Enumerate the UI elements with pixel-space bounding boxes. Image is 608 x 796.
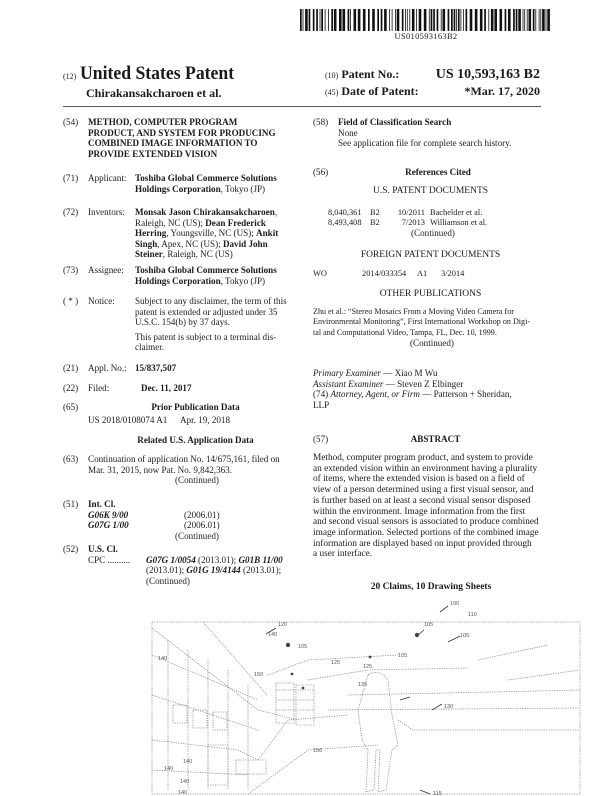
code-65: (65) xyxy=(63,402,79,412)
notice-text xyxy=(135,296,305,353)
separator: , xyxy=(274,207,278,217)
abstract-line: information are displayed based on input provided through xyxy=(313,538,532,549)
barcode-bar xyxy=(392,9,393,31)
prior-publication-row xyxy=(88,415,303,426)
abstract-line: a user interface. xyxy=(313,549,373,560)
barcode-bar xyxy=(533,9,535,31)
code-56: (56) xyxy=(313,167,329,177)
shelf-box xyxy=(236,760,266,774)
ceiling-line xyxy=(308,668,468,680)
inventors-label: Inventors: xyxy=(88,207,125,217)
barcode-bar xyxy=(429,9,430,31)
inventor-name: David John xyxy=(222,238,268,249)
classification-search-value: None xyxy=(338,127,358,138)
assignee-label: Assignee: xyxy=(88,265,124,275)
barcode-bar xyxy=(363,9,366,31)
barcode-bar xyxy=(458,9,460,31)
barcode-bar xyxy=(354,9,357,31)
cpc-code: G01G 19/4144 xyxy=(186,565,241,576)
barcode-bar xyxy=(508,9,511,31)
patent-date: *Mar. 17, 2020 xyxy=(464,84,540,98)
ref-number: 8,040,361 xyxy=(328,208,362,217)
barcode-bar xyxy=(448,9,450,31)
reference-numeral: 130 xyxy=(444,704,454,710)
shelf-box xyxy=(208,745,228,785)
barcode-bar xyxy=(518,9,521,31)
foreign-reference-row xyxy=(313,269,553,279)
barcode-bar xyxy=(402,9,404,31)
barcode-bar xyxy=(463,9,464,31)
other-publications-heading: OTHER PUBLICATIONS xyxy=(379,289,482,299)
barcode-bar xyxy=(443,9,446,31)
person-outline xyxy=(358,672,398,792)
barcode-bar xyxy=(384,9,387,31)
barcode-bar xyxy=(358,9,361,31)
attorney-name-2: LLP xyxy=(313,399,330,410)
code-72: (72) xyxy=(63,207,79,217)
cpc-version: (2013.01); xyxy=(240,565,282,576)
ref-country: WO xyxy=(313,269,327,278)
barcode-bar xyxy=(516,9,518,31)
reference-numeral: 135 xyxy=(358,682,368,688)
barcode-bar xyxy=(441,9,442,31)
barcode-bar xyxy=(433,9,435,31)
barcode-bar xyxy=(343,9,346,31)
barcode-bar xyxy=(491,9,494,31)
leader-line xyxy=(440,606,448,612)
ref-kind: B2 xyxy=(370,208,380,217)
sensor-dot xyxy=(291,673,294,676)
inventor-name: Dean Frederick xyxy=(205,217,266,228)
inventors-value xyxy=(135,207,305,260)
assistant-examiner-label: Assistant Examiner xyxy=(313,378,384,389)
classification-version: (2006.01) xyxy=(184,509,220,520)
barcode-bar xyxy=(368,9,370,31)
barcode-bar xyxy=(480,9,483,31)
barcode-bar xyxy=(527,9,528,31)
barcode-bar xyxy=(321,9,323,31)
shelf-box xyxy=(173,705,187,723)
code-57: (57) xyxy=(313,434,329,444)
leader-line xyxy=(420,790,430,794)
publication-number: US 2018/0108074 A1 xyxy=(88,415,168,425)
barcode-bar xyxy=(409,9,410,31)
barcode-bar xyxy=(328,9,329,31)
person-arm xyxy=(398,720,580,730)
barcode-bar xyxy=(437,9,439,31)
code-74: (74) xyxy=(313,389,331,400)
inventor-name: Singh xyxy=(135,238,158,249)
inventor-name: Ankit xyxy=(256,228,279,239)
us-cl-body xyxy=(88,544,308,586)
abstract-line: within the environment. Image information from the first xyxy=(313,506,526,517)
barcode-bar xyxy=(535,9,536,31)
ref-date: 3/2014 xyxy=(441,269,465,278)
title-line: METHOD, COMPUTER PROGRAM xyxy=(88,117,238,127)
barcode-bar xyxy=(377,9,379,31)
barcode-bar xyxy=(316,9,318,31)
right-column xyxy=(313,117,553,597)
barcode-bar xyxy=(372,9,375,31)
inventor-location: , Apex, NC (US); xyxy=(157,238,223,249)
barcode-bar xyxy=(300,9,302,31)
continued-link[interactable]: (Continued) xyxy=(411,228,455,238)
shelf-box xyxy=(213,712,227,730)
patent-number: US 10,593,163 B2 xyxy=(435,67,540,82)
notice-line: This patent is subject to a terminal dis- xyxy=(135,331,277,342)
barcode-bar xyxy=(475,9,478,31)
reference-numeral: 140 xyxy=(158,656,168,662)
ref-kind: B2 xyxy=(370,218,380,227)
sensor-dot xyxy=(369,656,372,659)
ref-name: Williamson et al. xyxy=(430,218,488,227)
cpc-code: G07G 1/0054 xyxy=(146,554,196,565)
ceiling-line xyxy=(478,645,548,660)
notice-line: Subject to any disclaimer, the term of this xyxy=(135,296,287,306)
barcode-bar xyxy=(339,9,342,31)
title-line: COMBINED IMAGE INFORMATION TO xyxy=(88,138,258,149)
prior-publication-heading: Prior Publication Data xyxy=(151,402,240,412)
references-heading: References Cited xyxy=(405,167,471,177)
barcode-bar xyxy=(539,9,540,31)
leader-line xyxy=(448,636,460,642)
barcode-bar xyxy=(454,9,456,31)
reference-numeral: 105 xyxy=(424,622,434,628)
int-cl-row xyxy=(88,520,306,531)
reference-numeral: 140 xyxy=(183,759,193,765)
attorney-label: Attorney, Agent, or Firm xyxy=(330,389,420,400)
abstract-line: an extended vision within an environment having a plurality xyxy=(313,463,538,474)
drawing-frame xyxy=(152,622,580,794)
ceiling-line xyxy=(348,690,580,695)
inventor-name: Monsak Jason Chirakansakcharoen xyxy=(135,207,275,217)
reference-numeral: 150 xyxy=(254,672,264,678)
ref-name: Bachelder et al. xyxy=(430,208,483,217)
abstract-heading: ABSTRACT xyxy=(410,434,461,444)
document-title: United States Patent xyxy=(80,63,235,84)
patent-drawing xyxy=(148,600,588,796)
ceiling-line xyxy=(328,708,580,710)
barcode-bar xyxy=(303,9,304,31)
barcode-bar xyxy=(309,9,311,31)
cpc-version: (2013.01); xyxy=(195,554,239,565)
barcode-bar xyxy=(500,9,503,31)
barcode-bar xyxy=(305,9,308,31)
barcode-bar xyxy=(456,9,457,31)
publication-line: tal and Computational Video, Tampa, FL, Dec. 10, 1999. xyxy=(313,327,497,337)
inventor-location: , Youngsville, NC (US); xyxy=(166,228,257,239)
abstract-line: is further based on at least a second visual sensor disposed xyxy=(313,495,531,506)
classification-search-note: See application file for complete search history. xyxy=(338,138,512,149)
primary-examiner-name: — Xiao M Wu xyxy=(380,368,438,378)
reference-numeral: 115 xyxy=(433,791,442,796)
header-divider xyxy=(63,106,541,107)
applicant-label: Applicant: xyxy=(88,173,127,183)
barcode-bar xyxy=(513,9,515,31)
code-notice: ( * ) xyxy=(63,296,79,306)
attorney-name: — Patterson + Sheridan, xyxy=(419,389,512,400)
applicant-name-2: Holdings Corporation xyxy=(135,183,221,194)
code-63: (63) xyxy=(63,454,79,464)
ref-date: 10/2011 xyxy=(397,208,425,217)
foreign-documents-heading: FOREIGN PATENT DOCUMENTS xyxy=(360,250,501,260)
filed-value: Dec. 11, 2017 xyxy=(141,383,192,393)
barcode-bar xyxy=(523,9,524,31)
cpc-code: G01B 11/00 xyxy=(238,554,283,565)
barcode-bar xyxy=(546,9,547,31)
continued-link[interactable]: (Continued) xyxy=(410,338,454,349)
patent-number-row xyxy=(325,67,540,84)
shelf-line xyxy=(152,740,258,760)
barcode-bar xyxy=(461,9,462,31)
barcode-bar xyxy=(484,9,486,31)
notice-label: Notice: xyxy=(88,296,115,306)
shelf-post xyxy=(168,640,248,790)
barcode-bar xyxy=(334,9,337,31)
ref-date: 7/2013 xyxy=(401,218,425,227)
classification-code: G06K 9/00 xyxy=(88,509,129,520)
barcode-bar xyxy=(405,9,406,31)
barcode-number: US010593163B2 xyxy=(394,31,458,41)
reference-numeral: 105 xyxy=(460,633,470,639)
continuation-line: Continuation of application No. 14/675,161, filed on xyxy=(88,454,280,464)
cpc-version: (2013.01); xyxy=(146,565,187,576)
assignee-name: Toshiba Global Commerce Solutions xyxy=(135,265,277,275)
reference-numeral: 140 xyxy=(180,779,190,785)
barcode-bar xyxy=(488,9,489,31)
code-51: (51) xyxy=(63,499,79,509)
reference-numeral: 110 xyxy=(468,612,477,618)
reference-row xyxy=(313,208,553,218)
sensor-dot xyxy=(302,687,305,690)
leader-line xyxy=(400,697,410,700)
reference-numeral: 150 xyxy=(313,748,323,754)
barcode-bar xyxy=(494,9,497,31)
barcode-bar xyxy=(419,9,422,31)
left-column xyxy=(63,117,299,597)
continued-link[interactable]: (Continued) xyxy=(175,475,219,486)
inventor-location: Raleigh, NC (US); xyxy=(135,217,206,228)
barcode-bar xyxy=(348,9,350,31)
barcode-bar xyxy=(389,9,390,31)
us-documents-table xyxy=(313,208,553,239)
notice-line: U.S.C. 154(b) by 37 days. xyxy=(135,317,230,328)
date-label: Date of Patent: xyxy=(341,84,419,98)
reference-numeral: 125 xyxy=(331,660,341,666)
patent-date-row xyxy=(325,84,540,101)
code-12: (12) xyxy=(63,72,77,81)
barcode-bar xyxy=(466,9,468,31)
barcode-bar xyxy=(524,9,525,31)
ref-number: 2014/033354 xyxy=(362,269,407,278)
barcode-bar xyxy=(424,9,427,31)
barcode-bar xyxy=(412,9,415,31)
applicant-value xyxy=(135,173,305,194)
code-52: (52) xyxy=(63,544,79,554)
reference-row xyxy=(313,218,553,228)
title-line: PROVIDE EXTENDED VISION xyxy=(88,148,218,159)
other-publications-text xyxy=(313,307,551,349)
examiners-block xyxy=(313,368,553,410)
publication-line: Environmental Monitoring”, First International Workshop on Digi- xyxy=(313,317,531,327)
classification-search-body xyxy=(338,117,553,149)
int-cl-row xyxy=(88,510,306,521)
barcode-bar xyxy=(350,9,351,31)
patent-number-label: Patent No.: xyxy=(341,67,400,81)
int-cl-label: Int. Cl. xyxy=(88,499,116,509)
continued-link[interactable]: (Continued) xyxy=(175,530,219,541)
notice-line: patent is extended or adjusted under 35 xyxy=(135,306,278,317)
int-cl-body xyxy=(88,499,306,541)
inventor-name: Steiner xyxy=(135,249,163,260)
reference-numeral: 105 xyxy=(298,644,308,650)
barcode-bar xyxy=(470,9,473,31)
continued-link[interactable]: (Continued) xyxy=(146,575,190,586)
abstract-line: of items, where the extended vision is based on a field of xyxy=(313,474,525,485)
barcode-bar xyxy=(505,9,507,31)
inventor-location: , Raleigh, NC (US) xyxy=(162,249,233,260)
shelf-line xyxy=(152,628,298,720)
floor-line xyxy=(258,715,348,760)
barcode-bar xyxy=(320,9,321,31)
title-line: PRODUCT, AND SYSTEM FOR PRODUCING xyxy=(88,127,276,138)
patent-header-right xyxy=(325,67,540,101)
classification-version: (2006.01) xyxy=(184,520,220,531)
barcode-bar xyxy=(331,9,333,31)
code-10: (10) xyxy=(325,71,339,80)
claims-count: 20 Claims, 10 Drawing Sheets xyxy=(370,582,492,592)
reference-numeral: 125 xyxy=(363,664,373,670)
code-22: (22) xyxy=(63,383,79,393)
reference-numeral: 140 xyxy=(268,632,278,638)
assistant-examiner-name: — Steven Z Elbinger xyxy=(383,378,464,389)
shelf-line xyxy=(203,622,268,696)
continuation-line: Mar. 31, 2015, now Pat. No. 9,842,363. xyxy=(88,464,232,475)
barcode-bar xyxy=(313,9,315,31)
inventor-name: Herring xyxy=(135,228,167,239)
publication-date: Apr. 19, 2018 xyxy=(180,415,231,425)
barcode-bar xyxy=(416,9,417,31)
abstract-text xyxy=(313,453,549,560)
cpc-label: CPC .......... xyxy=(88,554,131,565)
applicant-location: , Tokyo (JP) xyxy=(220,183,266,194)
inventor-line: Chirakansakcharoen et al. xyxy=(86,86,222,100)
barcode-bar xyxy=(407,9,408,31)
related-application-heading: Related U.S. Application Data xyxy=(137,435,254,445)
publication-line: Zhu et al.: “Stereo Mosaics From a Moving Video Camera for xyxy=(313,307,514,316)
notice-line: claimer. xyxy=(135,342,165,353)
appl-no-value: 15/837,507 xyxy=(135,363,177,373)
abstract-line: view of a person determined using a first visual sensor, and xyxy=(313,485,534,496)
ceiling-line xyxy=(508,670,580,680)
assignee-value xyxy=(135,265,305,286)
barcode-bar xyxy=(325,9,326,31)
barcode-bar xyxy=(451,9,453,31)
barcode-bar xyxy=(397,9,400,31)
code-45: (45) xyxy=(325,88,339,97)
abstract-line: Method, computer program product, and system to provide xyxy=(313,453,533,463)
barcode-bar xyxy=(381,9,383,31)
us-documents-heading: U.S. PATENT DOCUMENTS xyxy=(372,186,489,196)
continuation-text xyxy=(88,454,306,486)
sensor-dot xyxy=(286,643,290,647)
filed-label: Filed: xyxy=(88,383,110,393)
classification-search-heading: Field of Classification Search xyxy=(338,117,452,127)
ref-kind: A1 xyxy=(417,269,428,278)
code-73: (73) xyxy=(63,265,79,275)
barcode-bar xyxy=(529,9,532,31)
barcode-bar xyxy=(540,9,541,31)
abstract-line: image information. Selected portions of the combined image xyxy=(313,527,539,538)
code-21: (21) xyxy=(63,363,79,373)
sensor-dot xyxy=(415,633,419,637)
barcode-bar xyxy=(431,9,433,31)
reference-numeral: 120 xyxy=(278,622,288,628)
code-71: (71) xyxy=(63,173,79,183)
abstract-line: and second visual sensors is associated to produce combined xyxy=(313,517,539,528)
reference-numeral: 100 xyxy=(450,601,460,607)
barcode-bar xyxy=(547,9,550,31)
code-54: (54) xyxy=(63,117,79,127)
barcode-bar xyxy=(542,9,545,31)
appl-no-label: Appl. No.: xyxy=(88,363,127,373)
reference-numeral: 140 xyxy=(164,766,174,772)
classification-code: G07G 1/00 xyxy=(88,520,129,531)
barcode xyxy=(300,9,552,31)
assignee-name-2: Holdings Corporation xyxy=(135,275,221,286)
ref-number: 8,493,408 xyxy=(328,218,362,227)
reference-numeral: 140 xyxy=(178,790,188,796)
code-58: (58) xyxy=(313,117,329,127)
drawing-labels xyxy=(158,601,477,796)
applicant-name: Toshiba Global Commerce Solutions xyxy=(135,173,277,183)
reference-numeral: 105 xyxy=(398,653,408,659)
patent-header-left xyxy=(63,63,246,85)
invention-title xyxy=(88,117,303,159)
us-cl-label: U.S. Cl. xyxy=(88,544,118,554)
assignee-location: , Tokyo (JP) xyxy=(220,275,266,286)
center-shelf-line xyxy=(276,690,314,710)
barcode-bar xyxy=(395,9,396,31)
primary-examiner-label: Primary Examiner xyxy=(313,368,381,378)
